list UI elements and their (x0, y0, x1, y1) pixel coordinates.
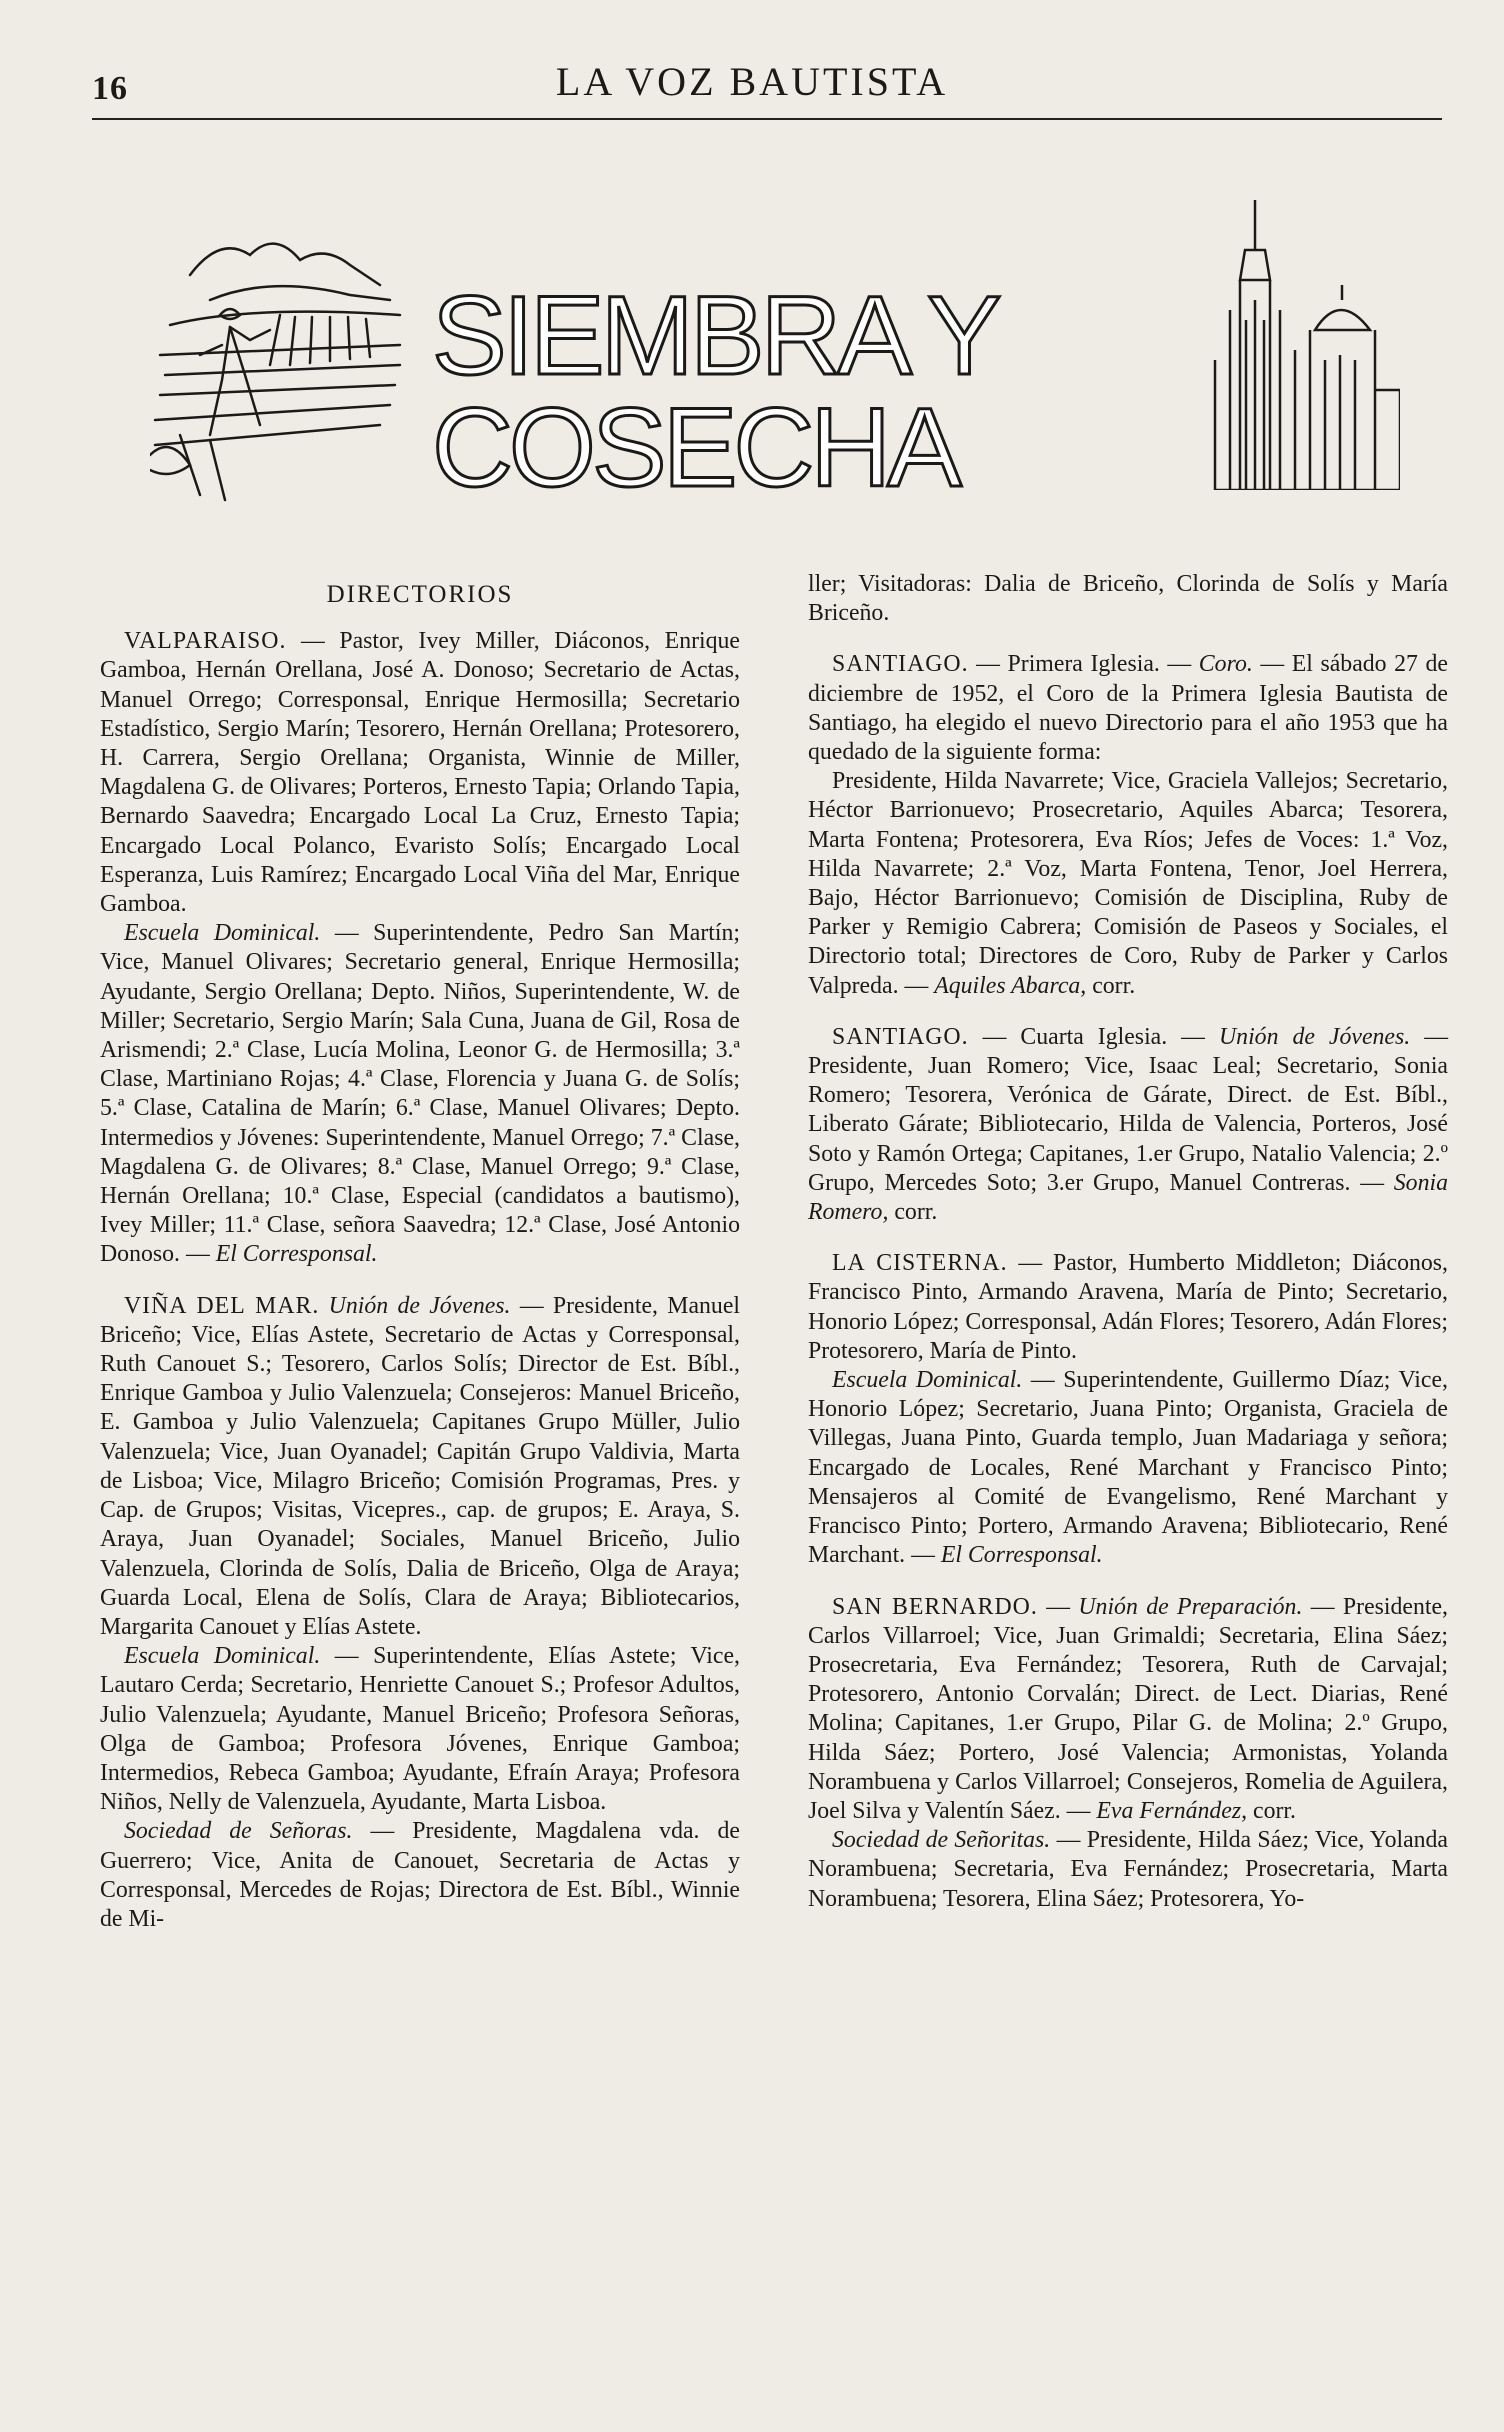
entry-santiago-primera (808, 650, 1448, 1000)
entry-san-bernardo (808, 1593, 1448, 1914)
entry-text: — Pastor, Ivey Miller, Diáconos, Enrique Gamboa, Hernán Orellana, José A. Donoso; Secretario de Actas, Manuel Orrego; Corresponsal, Enrique Hermosilla; Secretario Estadístico, Sergio Marín; Tesorero, Hernán Orellana; Protesorero, H. Carrera, Sergio Orellana; Organista, Winnie de Miller, Magdalena G. de Olivares; Porteros, Ernesto Tapia; Orlando Tapia, Bernardo Saavedra; Encargado Local La Cruz, Ernesto Tapia; Encargado Local Polanco, Evaristo Solís; Encargado Local Esperanza, Luis Ramírez; Encargado Local Viña del Mar, Enrique Gamboa. (100, 628, 740, 918)
entry-text: — Presidente, Juan Romero; Vice, Isaac Leal; Secretario, Sonia Romero; Tesorera, Verónica de Gárate, Direct. de Est. Bíbl., Liberato Gárate; Bibliotecario, Hilda de Valencia, Porteros, José Soto y Ramón Ortega; Capitanes, 1.er Grupo, Natalio Valencia; 2.º Grupo, Mercedes Soto; 3.er Grupo, Manuel Contreras. — (808, 1023, 1448, 1196)
entry-place: SANTIAGO. (832, 651, 969, 678)
entry-text: — (1037, 1593, 1079, 1620)
subsection-label: Unión de Jóvenes. (328, 1292, 511, 1319)
subsection-text: — Presidente, Hilda Sáez; Vice, Yolanda Norambuena; Secretaria, Eva Fernández; Prosecretaria, Marta Norambuena; Tesorera, Elina Sáez; Protesorera, Yo- (808, 1827, 1448, 1912)
entry-la-cisterna (808, 1249, 1448, 1570)
entry-place: VIÑA DEL MAR. (124, 1292, 320, 1319)
entry-corr: corr. (1247, 1797, 1296, 1824)
entry-text: Presidente, Hilda Navarrete; Vice, Graciela Vallejos; Secretario, Héctor Barrionuevo; Prosecretario, Aquiles Abarca; Tesorera, Marta Fontena; Protesorera, Eva Ríos; Jefes de Voces: 1.ª Voz, Hilda Navarrete; 2.ª Voz, Marta Fontena, Tenor, Joel Herrera, Bajo, Héctor Barrionuevo; Comisión de Disciplina, Ruby de Parker y Remigio Cabrera; Comisión de Paseos y Sociales, el Directorio total; Directores de Coro, Ruby de Parker y Carlos Valpreda. — (808, 768, 1448, 999)
entry-signature: Aquiles Abarca, (934, 972, 1087, 999)
entry-place: SANTIAGO. (832, 1023, 969, 1050)
entry-place: LA CISTERNA. (832, 1250, 1008, 1277)
entry-valparaiso (100, 627, 740, 1269)
subsection-text: — Superintendente, Elías Astete; Vice, Lautaro Cerda; Secretario, Henriette Canouet S.; Profesor Adultos, Julio Valenzuela; Ayudante, Manuel Briceño; Profesora Señoras, Olga de Gamboa; Profesora Jóvenes, Enrique Gamboa; Intermedios, Rebeca Gamboa; Ayudante, Efraín Araya; Profesora Niños, Nelly de Valenzuela, Ayudante, Marta Lisboa. (100, 1643, 740, 1816)
entry-corr: corr. (1086, 972, 1136, 999)
entry-place: VALPARAISO. (124, 628, 287, 655)
entry-signature: El Corresponsal. (215, 1241, 378, 1268)
entry-vina-del-mar (100, 1292, 740, 1934)
entry-signature: El Corresponsal. (940, 1542, 1103, 1569)
subsection-label: Coro. (1198, 651, 1253, 678)
section-heading: DIRECTORIOS (326, 581, 514, 608)
entry-text: — Presidente, Carlos Villarroel; Vice, Juan Grimaldi; Secretaria, Elina Sáez; Prosecretaria, Eva Fernández; Tesorera, Ruth de Carvajal; Protesorero, Antonio Corvalán; Direct. de Lect. Diarias, René Molina; Capitanes, 1.er Grupo, Pilar G. de Molina; 2.º Grupo, Hilda Sáez; Portero, José Valencia; Armonistas, Yolanda Norambuena y Carlos Villarroel; Consejeros, Romelia de Aguilera, Joel Silva y Valentín Sáez. — (808, 1593, 1449, 1824)
subsection-text: — Superintendente, Pedro San Martín; Vice, Manuel Olivares; Secretario general, Enrique Hermosilla; Ayudante, Sergio Orellana; Depto. Niños, Superintendente, W. de Miller; Secretario, Sergio Marín; Sala Cuna, Juana de Gil, Rosa de Arismendi; 2.ª Clase, Lucía Molina, Leonor G. de Hermosilla; 3.ª Clase, Martiniano Rojas; 4.ª Clase, Florencia y Juana G. de Solís; 5.ª Clase, Catalina de Marín; 6.ª Clase, Manuel Olivares; Depto. Intermedios y Jóvenes: Superintendente, Manuel Orrego; 7.ª Clase, Magdalena G. de Olivares; 8.ª Clase, Manuel Orrego; 9.ª Clase, Hernán Orellana; 10.ª Clase, Especial (candidatos a bautismo), Ivey Miller; 11.ª Clase, señora Saavedra; 12.ª Clase, José Antonio Donoso. — (100, 920, 740, 1268)
subsection-label: Sociedad de Señoritas. (832, 1827, 1051, 1854)
entry-text: — Presidente, Manuel Briceño; Vice, Elías Astete, Secretario de Actas y Corresponsal, Ruth Canouet S.; Tesorero, Carlos Solís; Director de Est. Bíbl., Enrique Gamboa y Julio Valenzuela; Consejeros: Manuel Briceño, E. Gamboa y Julio Valenzuela; Capitanes Grupo Müller, Julio Valenzuela; Vice, Juan Oyanadel; Capitán Grupo Valdivia, Marta de Lisboa; Vice, Milagro Briceño; Comisión Programas, Pres. y Cap. de Grupos; Visitas, Vicepres., cap. de grupos; E. Araya, S. Araya, Juan Oyanadel; Sociales, Manuel Briceño, Julio Valenzuela, Clorinda de Solís, Dalia de Briceño, Olga de Araya; Guarda Local, Elena de Solís, Clara de Araya; Bibliotecarios, Margarita Canouet y Elías Astete. (100, 1292, 741, 1640)
entry-vina-continued (808, 570, 1448, 628)
right-column (808, 570, 1448, 1936)
subsection-text: — Superintendente, Guillermo Díaz; Vice, Honorio López; Secretario, Juana Pinto; Organista, Graciela de Villegas, Juana Pinto, Guarda templo, Juan Madariaga y señora; Encargado de Locales, René Marchant y Francisco Pinto; Mensajeros al Comité de Evangelismo, René Marchant y Francisco Pinto; Portero, Armando Aravena; Bibliotecario, René Marchant. — (808, 1367, 1448, 1569)
page-number: 16 (92, 70, 128, 107)
entry-signature: Eva Fernández, (1096, 1797, 1248, 1824)
entry-santiago-cuarta (808, 1023, 1448, 1227)
subsection-label: Unión de Jóvenes. (1218, 1023, 1411, 1050)
header-rule (92, 118, 1442, 120)
banner-title: SIEMBRA Y COSECHA (432, 273, 996, 510)
entry-corr: corr. (888, 1199, 938, 1226)
farmer-illustration (150, 205, 410, 505)
journal-title: LA VOZ BAUTISTA (555, 59, 949, 104)
subsection-label: Escuela Dominical. (832, 1367, 1023, 1394)
entry-text: ller; Visitadoras: Dalia de Briceño, Clorinda de Solís y María Briceño. (808, 571, 1448, 627)
entry-text: — Cuarta Iglesia. — (968, 1023, 1219, 1050)
entry-text: — El sábado 27 de diciembre de 1952, el Coro de la Primera Iglesia Bautista de Santiago, ha elegido el nuevo Directorio para el año 1953 que ha quedado de la siguiente forma: (808, 651, 1448, 766)
entry-place: SAN BERNARDO. (832, 1593, 1038, 1620)
entry-signature: Sonia Romero, (808, 1169, 1448, 1226)
section-banner (150, 205, 1410, 510)
subsection-label: Unión de Preparación. (1078, 1593, 1303, 1620)
left-column (100, 570, 740, 1956)
subsection-label: Sociedad de Señoras. (124, 1818, 353, 1845)
entry-text: — Primera Iglesia. — (968, 651, 1199, 678)
cathedral-illustration (1210, 190, 1400, 490)
subsection-label: Escuela Dominical. (124, 1643, 321, 1670)
subsection-label: Escuela Dominical. (124, 920, 321, 947)
entry-text: — Pastor, Humberto Middleton; Diáconos, Francisco Pinto, Armando Aravena, María de Pinto; Secretario, Honorio López; Corresponsal, Adán Flores; Tesorero, Adán Flores; Protesorero, María de Pinto. (808, 1250, 1449, 1364)
subsection-text: — Presidente, Magdalena vda. de Guerrero; Vice, Anita de Canouet, Secretaria de Actas y Corresponsal, Mercedes de Rojas; Directora de Est. Bíbl., Winnie de Mi- (100, 1818, 740, 1932)
